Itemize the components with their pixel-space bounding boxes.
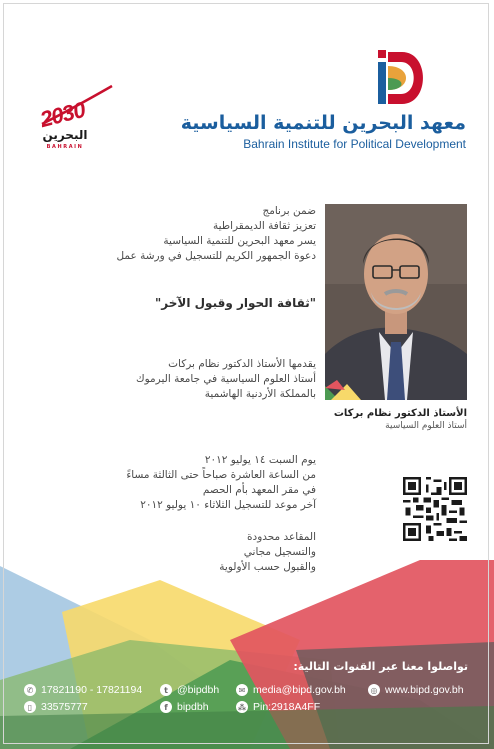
twitter-icon: t xyxy=(160,684,172,696)
seats-line: والقبول حسب الأولوية xyxy=(219,561,316,573)
photo-corner-accent xyxy=(325,380,365,400)
website-link[interactable] xyxy=(368,684,464,696)
bd-logo-icon xyxy=(372,44,432,112)
intro-text xyxy=(116,204,316,264)
schedule-line: من الساعة العاشرة صباحاً حتى الثالثة مساءً xyxy=(126,469,316,481)
schedule-text xyxy=(126,453,316,513)
presenter-text xyxy=(136,357,316,402)
vision-latin: BAHRAIN xyxy=(46,144,84,150)
intro-line: دعوة الجمهور الكريم للتسجيل في ورشة عمل xyxy=(116,250,316,262)
facebook-link[interactable] xyxy=(160,701,209,713)
facebook-handle: bipdbh xyxy=(177,701,209,713)
presenter-caption-title: أستاذ العلوم السياسية xyxy=(385,421,467,431)
mobile-number: 33575777 xyxy=(41,701,88,713)
intro-line: يسر معهد البحرين للتنمية السياسية xyxy=(163,235,316,247)
schedule-line: يوم السبت ١٤ يوليو ٢٠١٢ xyxy=(204,454,316,466)
portrait-illustration xyxy=(325,204,467,400)
seats-text xyxy=(219,530,316,575)
mobile-phone-icon: ▯ xyxy=(24,701,36,713)
website-url: www.bipd.gov.bh xyxy=(385,684,464,696)
phone-icon: ✆ xyxy=(24,684,36,696)
qr-code-icon[interactable] xyxy=(403,477,467,541)
presenter-photo xyxy=(325,204,467,400)
bahrain-2030-logo xyxy=(36,84,116,154)
schedule-line: في مقر المعهد بأم الحصم xyxy=(202,484,316,496)
schedule-line: آخر موعد للتسجيل الثلاثاء ١٠ يوليو ٢٠١٢ xyxy=(140,499,316,511)
bbm-pin-text: Pin:2918A4FF xyxy=(253,701,321,713)
vision-number: 2030 xyxy=(37,96,88,133)
twitter-handle: @bipdbh xyxy=(177,684,220,696)
vision-arabic: البحرين xyxy=(42,128,88,142)
seats-line: المقاعد محدودة xyxy=(247,531,316,543)
email-link[interactable] xyxy=(236,684,346,696)
intro-line: تعزيز ثقافة الديمقراطية xyxy=(212,220,316,232)
phone-number: 17821190 - 17821194 xyxy=(41,684,143,696)
presenter-line: أستاذ العلوم السياسية في جامعة اليرموك xyxy=(135,373,316,385)
twitter-link[interactable] xyxy=(160,684,219,696)
presenter-line: بالمملكة الأردنية الهاشمية xyxy=(204,388,316,400)
presenter-line: يقدمها الأستاذ الدكتور نظام بركات xyxy=(168,358,316,370)
institute-name-en: Bahrain Institute for Political Development xyxy=(243,137,466,151)
mobile-contact[interactable] xyxy=(24,701,88,713)
blackberry-icon: ⁂ xyxy=(237,702,247,712)
presenter-caption-name: الأستاذ الدكتور نظام بركات xyxy=(333,408,467,419)
globe-icon: ◎ xyxy=(368,684,380,696)
seats-line: والتسجيل مجاني xyxy=(243,546,316,558)
follow-us-heading: تواصلوا معنا عبر القنوات التالية: xyxy=(293,660,468,673)
email-icon: ✉ xyxy=(236,684,248,696)
intro-line: ضمن برنامج xyxy=(262,205,316,217)
workshop-title: "ثقافة الحوار وقبول الآخر" xyxy=(155,296,316,310)
facebook-icon: f xyxy=(160,701,172,713)
email-address: media@bipd.gov.bh xyxy=(253,684,346,696)
bbm-pin[interactable] xyxy=(236,701,320,713)
phone-contact[interactable] xyxy=(24,684,142,696)
institute-name-ar: معهد البحرين للتنمية السياسية xyxy=(180,112,466,134)
